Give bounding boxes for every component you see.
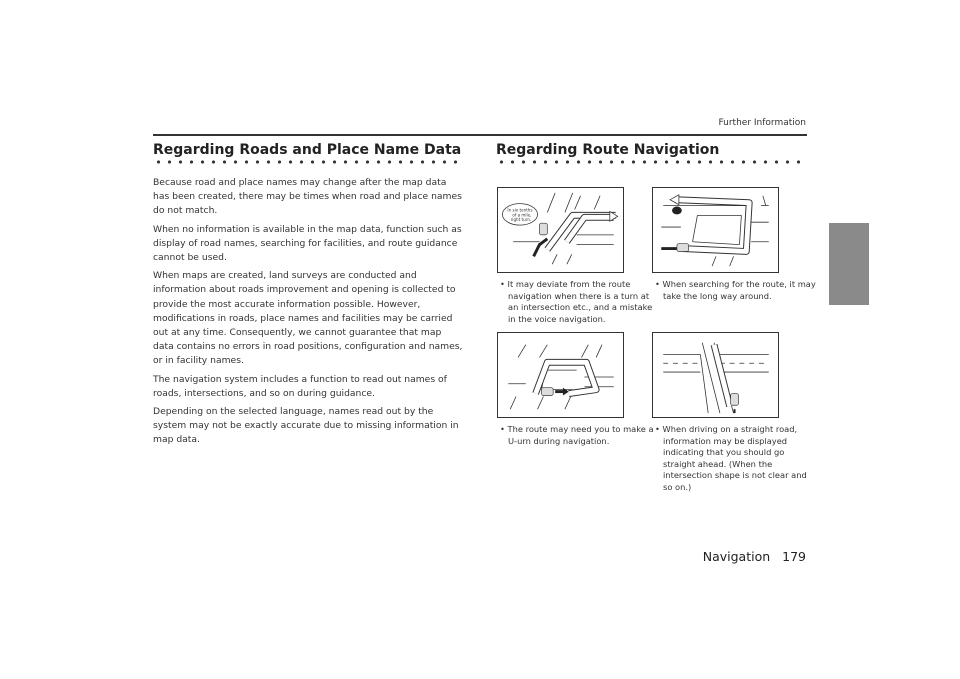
figure-long-way-illustration: [652, 187, 779, 273]
header-rule: [153, 134, 807, 136]
map-straight-road-drawing: [653, 333, 778, 417]
voice-bubble-line: right turn.: [510, 217, 532, 223]
paragraph: Depending on the selected language, names read out by the system may not be exactly accurate due to missing information in map data.: [153, 406, 459, 446]
voice-bubble-line: In six tenths: [507, 207, 533, 213]
voice-bubble-line: of a mile,: [512, 212, 532, 218]
title-dot-rule-right: [496, 159, 807, 165]
map-u-turn-drawing: [498, 333, 623, 417]
running-head: Further Information: [718, 118, 806, 128]
caption-straight-road: • When driving on a straight road, information may be displayed indicating that you should go straight ahead. (When the intersection shape is not clear and so on.): [655, 424, 807, 492]
section-title-roads-place-names: Regarding Roads and Place Name Data: [153, 142, 462, 158]
chapter-tab: [829, 223, 869, 305]
paragraph: When maps are created, land surveys are conducted and information about roads improvement and opening is collected to provide the most accurate information possible. However, modifications in roads, place names and facilities may be carried out at any time. Consequently, we cannot guarantee that map data contains no errors in road positions, configuration and names, or in facility names.: [153, 270, 463, 367]
footer-section-name: Navigation: [702, 549, 771, 564]
paragraph: Because road and place names may change after the map data has been created, there may be times when road and place names do not match.: [153, 177, 462, 217]
page-number: 179: [782, 549, 806, 564]
caption-u-turn: • The route may need you to make a U-urn during navigation.: [500, 424, 654, 446]
caption-long-way: • When searching for the route, it may take the long way around.: [655, 279, 816, 301]
section-title-route-navigation: Regarding Route Navigation: [496, 142, 720, 158]
page-footer: [703, 549, 806, 564]
paragraph: The navigation system includes a function to read out names of roads, intersections, and so on during guidance.: [153, 373, 447, 399]
figure-straight-road-illustration: [652, 332, 779, 418]
paragraph: When no information is available in the map data, function such as display of road names, searching for facilities, and route guidance cannot be used.: [153, 223, 462, 264]
map-deviation-drawing: [498, 188, 623, 272]
title-dot-rule-left: [153, 159, 460, 165]
map-long-route-drawing: [653, 188, 778, 272]
figure-deviation-illustration: [497, 187, 624, 273]
figure-u-turn-illustration: [497, 332, 624, 418]
caption-deviation: • It may deviate from the route navigation when there is a turn at an intersection etc., and a mistake in the voice navigation.: [500, 279, 653, 324]
roads-place-names-body: [153, 176, 463, 452]
